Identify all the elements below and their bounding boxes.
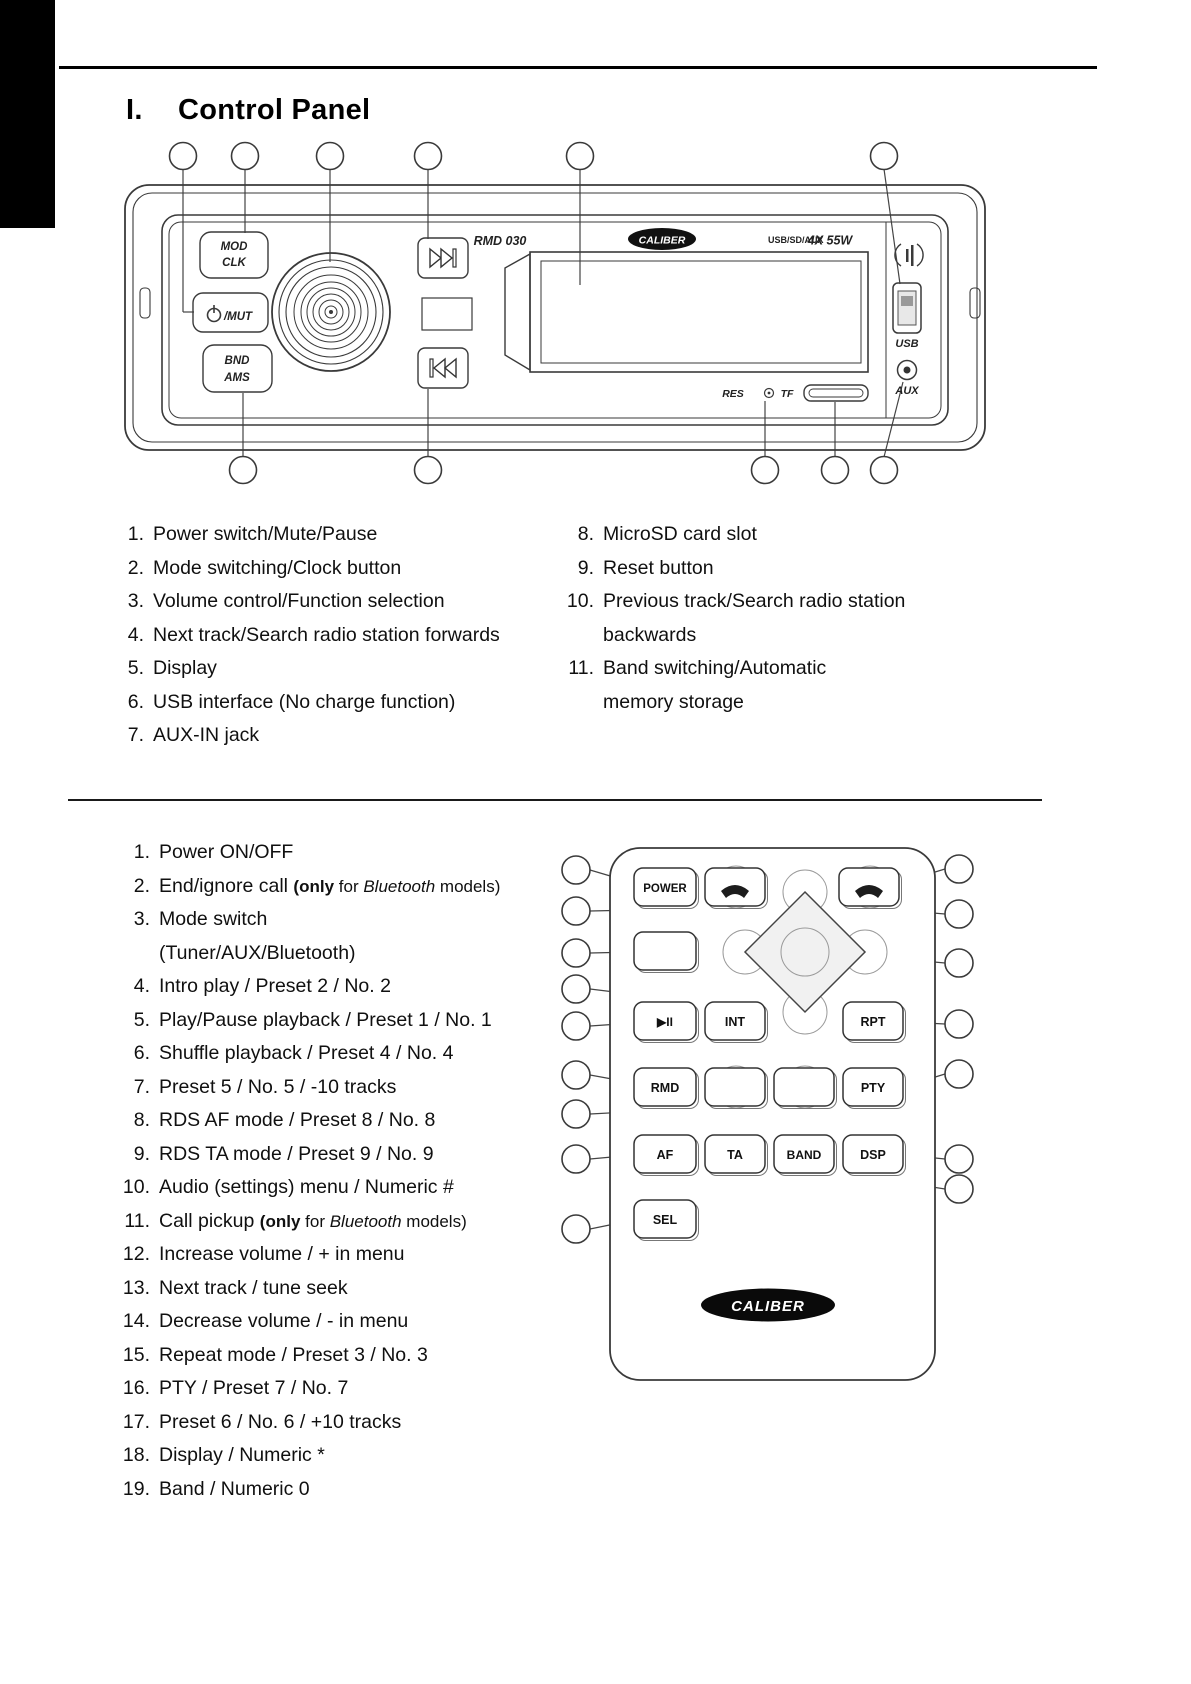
callout-circle xyxy=(871,143,898,170)
tf-card-slot xyxy=(781,385,868,401)
remote-list xyxy=(110,836,500,1506)
item-text: Reset button xyxy=(603,556,714,579)
item-line2: (Tuner/AUX/Bluetooth) xyxy=(159,941,356,964)
list-item xyxy=(110,836,500,870)
play-pause-label: ▶II xyxy=(657,1015,673,1029)
aux-label: AUX xyxy=(895,385,919,397)
band-button xyxy=(774,1135,837,1176)
item-segment: for xyxy=(300,1211,330,1231)
mod-clk-button xyxy=(200,232,268,278)
item-text: Intro play / Preset 2 / No. 2 xyxy=(159,975,391,997)
item-text: Play/Pause playback / Preset 1 / No. 1 xyxy=(159,1008,492,1031)
item-line1: Band switching/Automatic xyxy=(603,657,827,679)
list-item xyxy=(558,585,905,652)
blank-button-2 xyxy=(774,1068,837,1109)
item-number: 10. xyxy=(566,590,594,612)
list-item xyxy=(110,970,500,1004)
power-button xyxy=(634,868,699,909)
item-segment: for xyxy=(334,876,364,896)
callout-circle xyxy=(567,143,594,170)
rmd-label: RMD xyxy=(650,1081,680,1095)
list-item xyxy=(110,1272,500,1306)
svg-text:RES: RES xyxy=(722,388,744,400)
item-text: Power ON/OFF xyxy=(159,841,294,863)
item-text: Mode switching/Clock button xyxy=(153,556,402,579)
pty-button xyxy=(843,1068,906,1109)
item-number: 5. xyxy=(127,657,144,679)
dsp-button xyxy=(843,1135,906,1176)
head-callouts-bottom xyxy=(230,382,904,484)
item-line1: Previous track/Search radio station xyxy=(603,590,906,612)
dsp-label: DSP xyxy=(860,1148,886,1162)
callout-circle xyxy=(317,143,344,170)
item-number: 5. xyxy=(133,1008,150,1031)
list-item xyxy=(110,1004,500,1038)
item-text: Volume control/Function selection xyxy=(153,590,445,612)
rpt-label: RPT xyxy=(860,1015,886,1029)
item-segment: ( xyxy=(259,1211,266,1231)
blank-button-1 xyxy=(705,1068,768,1109)
model-label: RMD 030 xyxy=(473,234,527,248)
list-item xyxy=(110,870,500,904)
callout-circle xyxy=(562,939,590,967)
ams-label: AMS xyxy=(224,372,250,384)
pty-label: PTY xyxy=(860,1081,886,1095)
item-text: PTY / Preset 7 / No. 7 xyxy=(159,1377,349,1399)
list-item xyxy=(116,686,500,720)
bnd-label: BND xyxy=(224,355,250,367)
callout-circle xyxy=(752,457,779,484)
display xyxy=(505,252,868,372)
item-number: 16. xyxy=(122,1377,150,1399)
power-symbol-icon xyxy=(208,305,221,322)
callout-circle xyxy=(562,856,590,884)
page-corner-block xyxy=(0,0,55,228)
usb-port xyxy=(893,283,921,350)
knob-center-dot xyxy=(329,310,333,314)
item-number: 11. xyxy=(568,657,594,679)
item-text xyxy=(159,870,500,904)
callout-circle xyxy=(945,949,973,977)
list-item xyxy=(116,719,500,753)
caliber-logo-text: CALIBER xyxy=(731,1298,805,1315)
item-text: Increase volume / + in menu xyxy=(159,1243,405,1265)
head-callouts-top xyxy=(170,143,901,313)
head-unit-diagram xyxy=(100,140,1020,500)
item-number: 4. xyxy=(127,623,144,646)
list-item xyxy=(110,1104,500,1138)
item-text: Band / Numeric 0 xyxy=(159,1477,310,1500)
item-number: 17. xyxy=(122,1410,150,1433)
bnd-ams-button xyxy=(203,345,272,392)
item-number: 2. xyxy=(127,556,144,579)
list-item xyxy=(110,1138,500,1172)
caliber-logo xyxy=(701,1289,835,1322)
item-segment: Bluetooth xyxy=(363,876,436,896)
band-label: BAND xyxy=(786,1148,822,1162)
power-label: POWER xyxy=(643,883,687,895)
list-item xyxy=(110,1406,500,1440)
reset-label xyxy=(722,388,773,400)
item-number: 3. xyxy=(127,590,144,612)
mount-slot-right xyxy=(970,288,980,318)
item-segment: only xyxy=(299,876,335,896)
list-item xyxy=(110,1473,500,1507)
item-segment: End/ignore call xyxy=(159,874,294,897)
item-number: 18. xyxy=(122,1444,150,1466)
item-text: USB interface (No charge function) xyxy=(153,690,456,713)
callout-circle xyxy=(945,855,973,883)
callout-circle xyxy=(562,1012,590,1040)
item-number: 4. xyxy=(133,975,150,997)
list-item xyxy=(558,652,905,719)
item-segment: Call pickup xyxy=(159,1209,260,1232)
int-button xyxy=(705,1002,768,1043)
callout-circle xyxy=(562,1215,590,1243)
item-segment: models) xyxy=(401,1211,467,1231)
panel-list-right xyxy=(558,518,905,719)
list-item xyxy=(110,1071,500,1105)
usb-label: USB xyxy=(895,338,919,350)
list-item xyxy=(558,518,905,552)
item-number: 8. xyxy=(577,523,594,545)
section-title-text: Control Panel xyxy=(178,94,371,126)
list-item xyxy=(110,1439,500,1473)
item-text xyxy=(159,1205,467,1239)
list-item xyxy=(110,1037,500,1071)
item-segment: only xyxy=(265,1211,301,1231)
item-segment: Bluetooth xyxy=(329,1211,402,1231)
speaker-indicator-icon xyxy=(895,244,923,266)
callout-circle xyxy=(822,457,849,484)
list-item xyxy=(558,552,905,586)
list-item xyxy=(116,619,500,653)
item-number: 1. xyxy=(127,523,144,545)
play-pause-button xyxy=(634,1002,699,1043)
item-number: 2. xyxy=(133,874,150,897)
int-label: INT xyxy=(724,1015,746,1029)
item-number: 6. xyxy=(127,690,144,713)
forward-skip-icon xyxy=(430,249,456,267)
callout-circle xyxy=(945,900,973,928)
callout-circle xyxy=(232,143,259,170)
list-item xyxy=(110,1339,500,1373)
list-item xyxy=(110,1305,500,1339)
callout-circle xyxy=(945,1145,973,1173)
item-text: Repeat mode / Preset 3 / No. 3 xyxy=(159,1343,428,1366)
item-text: Preset 6 / No. 6 / +10 tracks xyxy=(159,1410,402,1433)
next-track-button xyxy=(418,238,468,278)
callout-circle xyxy=(562,1145,590,1173)
item-number: 7. xyxy=(127,724,144,746)
section-numeral: I. xyxy=(126,94,143,126)
item-segment: models) xyxy=(435,876,501,896)
brand-logo xyxy=(628,228,696,250)
item-text: Next track / tune seek xyxy=(159,1276,348,1299)
item-number: 8. xyxy=(133,1109,150,1131)
chassis xyxy=(125,185,985,450)
answer-call-button xyxy=(839,868,902,909)
item-number: 19. xyxy=(122,1477,150,1500)
aux-jack xyxy=(894,361,919,398)
item-line1: Mode switch xyxy=(159,908,268,930)
mode-button xyxy=(634,932,699,973)
item-line2: memory storage xyxy=(603,690,744,713)
end-call-button xyxy=(705,868,768,909)
panel-list-left xyxy=(116,518,500,753)
usb-contact xyxy=(901,296,913,306)
item-number: 12. xyxy=(122,1243,150,1265)
item-number: 6. xyxy=(133,1042,150,1064)
af-button xyxy=(634,1135,699,1176)
rmd-button xyxy=(634,1068,699,1109)
item-text: RDS TA mode / Preset 9 / No. 9 xyxy=(159,1142,434,1165)
list-item xyxy=(116,552,500,586)
mut-label: /MUT xyxy=(223,311,253,323)
item-text: Audio (settings) menu / Numeric # xyxy=(159,1176,454,1198)
list-item xyxy=(110,1205,500,1239)
item-text: Power switch/Mute/Pause xyxy=(153,523,378,545)
af-label: AF xyxy=(656,1148,674,1162)
callout-circle xyxy=(562,897,590,925)
rpt-button xyxy=(843,1002,906,1043)
item-number: 9. xyxy=(577,556,594,579)
mount-slot-left xyxy=(140,288,150,318)
tf-label: TF xyxy=(780,388,794,400)
callout-circle xyxy=(562,975,590,1003)
item-text xyxy=(603,585,905,652)
item-number: 10. xyxy=(122,1176,150,1198)
item-text: Decrease volume / - in menu xyxy=(159,1310,409,1332)
ta-label: TA xyxy=(727,1148,743,1162)
item-number: 11. xyxy=(124,1209,150,1232)
item-number: 9. xyxy=(133,1142,150,1165)
ta-button xyxy=(705,1135,768,1176)
item-text: Preset 5 / No. 5 / -10 tracks xyxy=(159,1075,397,1098)
item-number: 15. xyxy=(122,1343,150,1366)
list-item xyxy=(110,1238,500,1272)
list-item xyxy=(110,1171,500,1205)
item-number: 13. xyxy=(122,1276,150,1299)
power-spec-label: 4X 55W xyxy=(807,233,853,248)
item-segment: ( xyxy=(293,876,300,896)
sel-label: SEL xyxy=(652,1213,678,1227)
section-title xyxy=(126,94,370,127)
back-skip-icon xyxy=(430,359,456,377)
section-divider xyxy=(68,799,1042,801)
callout-circle xyxy=(945,1175,973,1203)
remote-diagram xyxy=(555,840,995,1400)
item-line2: backwards xyxy=(603,623,697,646)
item-text: AUX-IN jack xyxy=(153,724,260,746)
item-text: Display / Numeric * xyxy=(159,1444,325,1466)
list-item xyxy=(116,518,500,552)
brand-label: CALIBER xyxy=(638,234,686,247)
list-item xyxy=(116,652,500,686)
list-item xyxy=(110,1372,500,1406)
item-number: 14. xyxy=(122,1310,150,1332)
item-text: RDS AF mode / Preset 8 / No. 8 xyxy=(159,1109,436,1131)
item-text xyxy=(159,903,356,970)
callout-circle xyxy=(945,1010,973,1038)
clk-label: CLK xyxy=(222,257,246,269)
item-number: 3. xyxy=(133,908,150,930)
prev-track-button xyxy=(418,348,468,388)
item-text xyxy=(603,652,826,719)
item-text: MicroSD card slot xyxy=(603,523,757,545)
callout-circle xyxy=(230,457,257,484)
sel-button xyxy=(634,1200,699,1241)
callout-circle xyxy=(871,457,898,484)
blank-panel-button xyxy=(422,298,472,330)
callout-circle xyxy=(415,143,442,170)
callout-circle xyxy=(415,457,442,484)
item-text: Next track/Search radio station forwards xyxy=(153,623,500,646)
io-label: USB/SD/AUX xyxy=(768,235,824,245)
callout-circle xyxy=(562,1061,590,1089)
list-item xyxy=(116,585,500,619)
item-text: Shuffle playback / Preset 4 / No. 4 xyxy=(159,1042,454,1064)
top-rule xyxy=(59,66,1097,69)
power-mute-button xyxy=(193,293,268,332)
callout-circle xyxy=(562,1100,590,1128)
mod-label: MOD xyxy=(220,241,248,253)
callout-circle xyxy=(170,143,197,170)
list-item xyxy=(110,903,500,970)
item-number: 7. xyxy=(133,1075,150,1098)
item-number: 1. xyxy=(133,841,150,863)
item-text: Display xyxy=(153,657,217,679)
reset-pinhole-dot xyxy=(768,392,771,395)
volume-knob xyxy=(272,253,390,371)
callout-circle xyxy=(945,1060,973,1088)
